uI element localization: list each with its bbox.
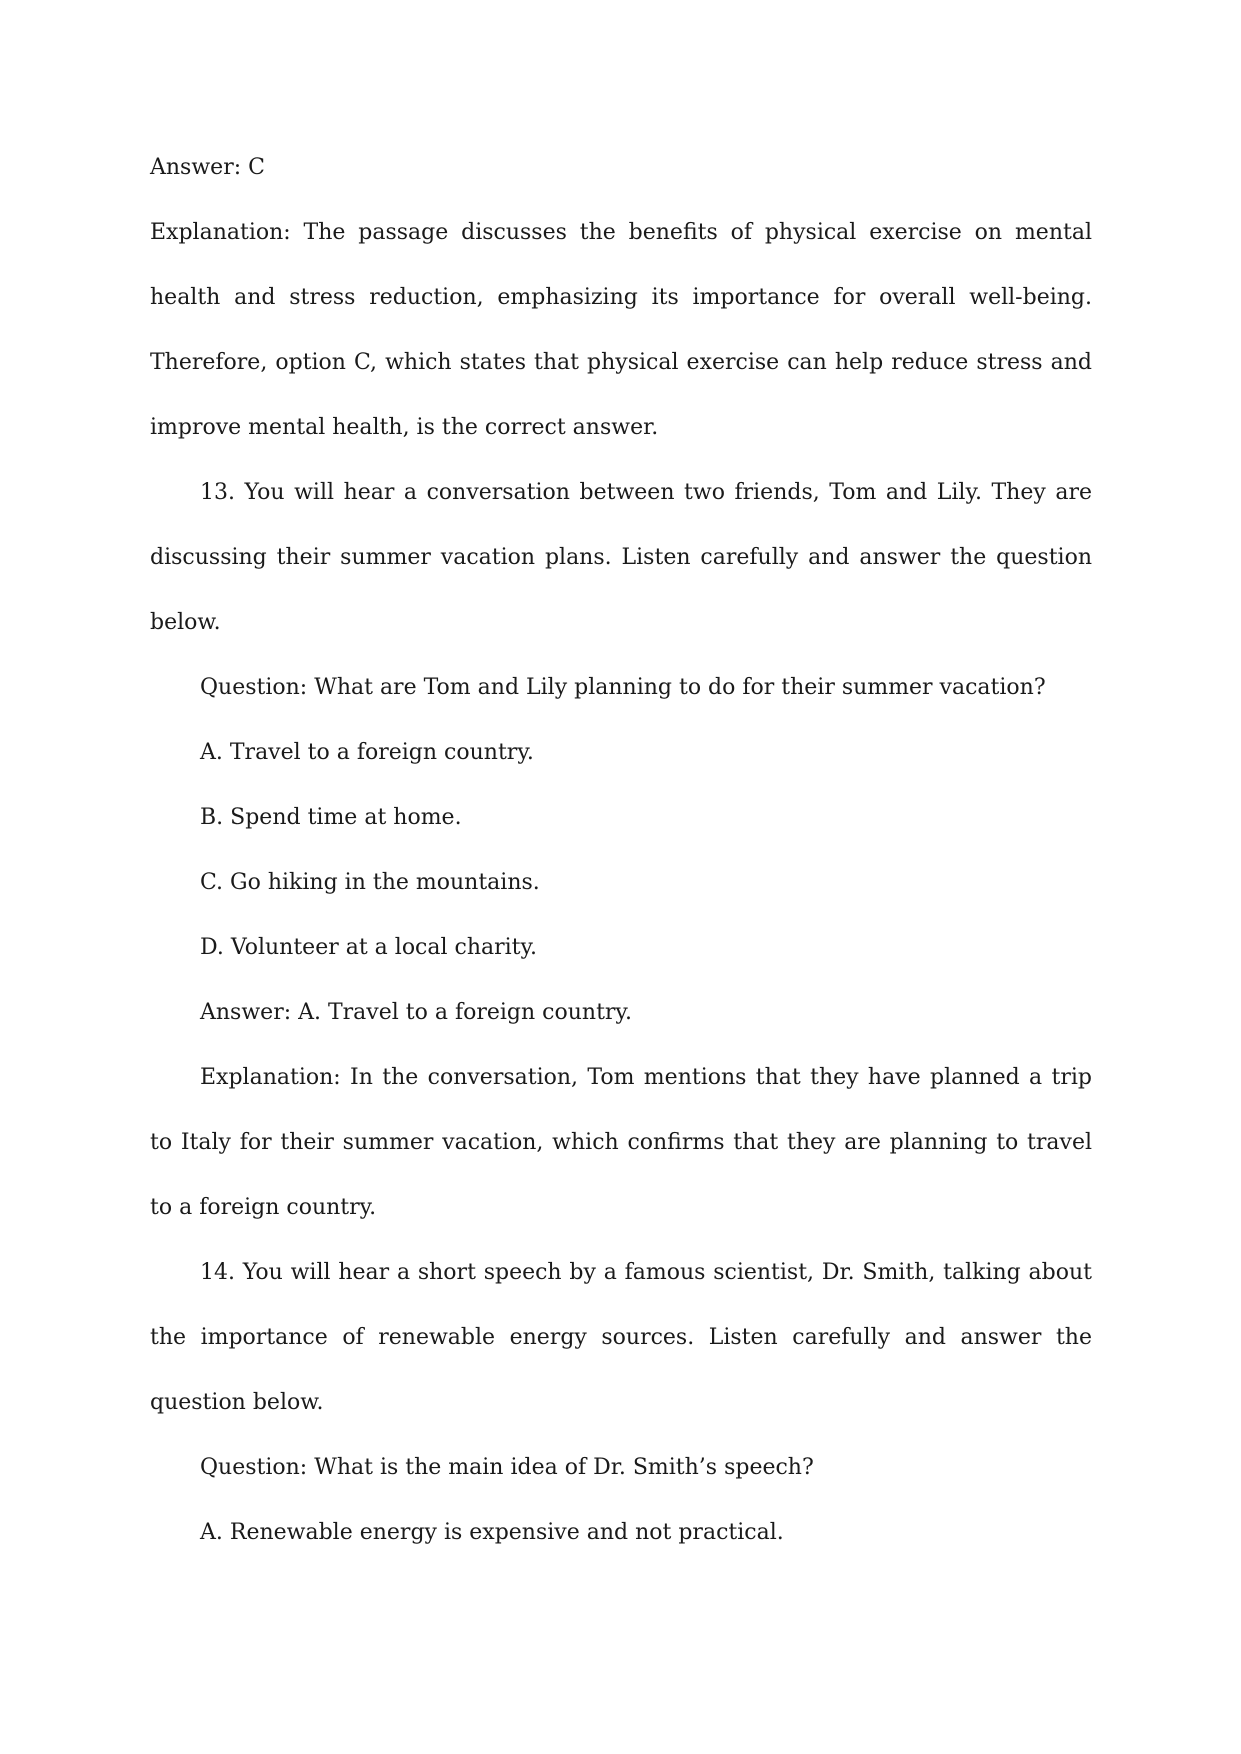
question-13-intro: 13. You will hear a conversation between two friends, Tom and Lily. They are discussing their summer vacation plans. Listen carefully and answer the question below. [150,480,1092,635]
answer-13: Answer: A. Travel to a foreign country. [200,1000,632,1025]
question-14-prompt: Question: What is the main idea of Dr. Smith’s speech? [200,1455,814,1480]
explanation-12: Explanation: The passage discusses the benefits of physical exercise on mental health and stress reduction, emphasizing its importance for overall well-being. Therefore, option C, which states that physical exercise can help reduce stress and improve mental health, is the correct answer. [150,220,1092,440]
option-13-c: C. Go hiking in the mountains. [200,870,540,895]
option-14-a: A. Renewable energy is expensive and not practical. [200,1520,784,1545]
option-13-a: A. Travel to a foreign country. [200,740,534,765]
document-page [150,135,1092,1565]
option-13-d: D. Volunteer at a local charity. [200,935,538,960]
question-13-prompt: Question: What are Tom and Lily planning to do for their summer vacation? [200,675,1046,700]
option-13-b: B. Spend time at home. [200,805,462,830]
question-14-intro: 14. You will hear a short speech by a famous scientist, Dr. Smith, talking about the importance of renewable energy sources. Listen carefully and answer the question below. [150,1260,1092,1415]
answer-12: Answer: C [150,155,265,180]
explanation-13: Explanation: In the conversation, Tom mentions that they have planned a trip to Italy for their summer vacation, which confirms that they are planning to travel to a foreign country. [150,1065,1092,1220]
